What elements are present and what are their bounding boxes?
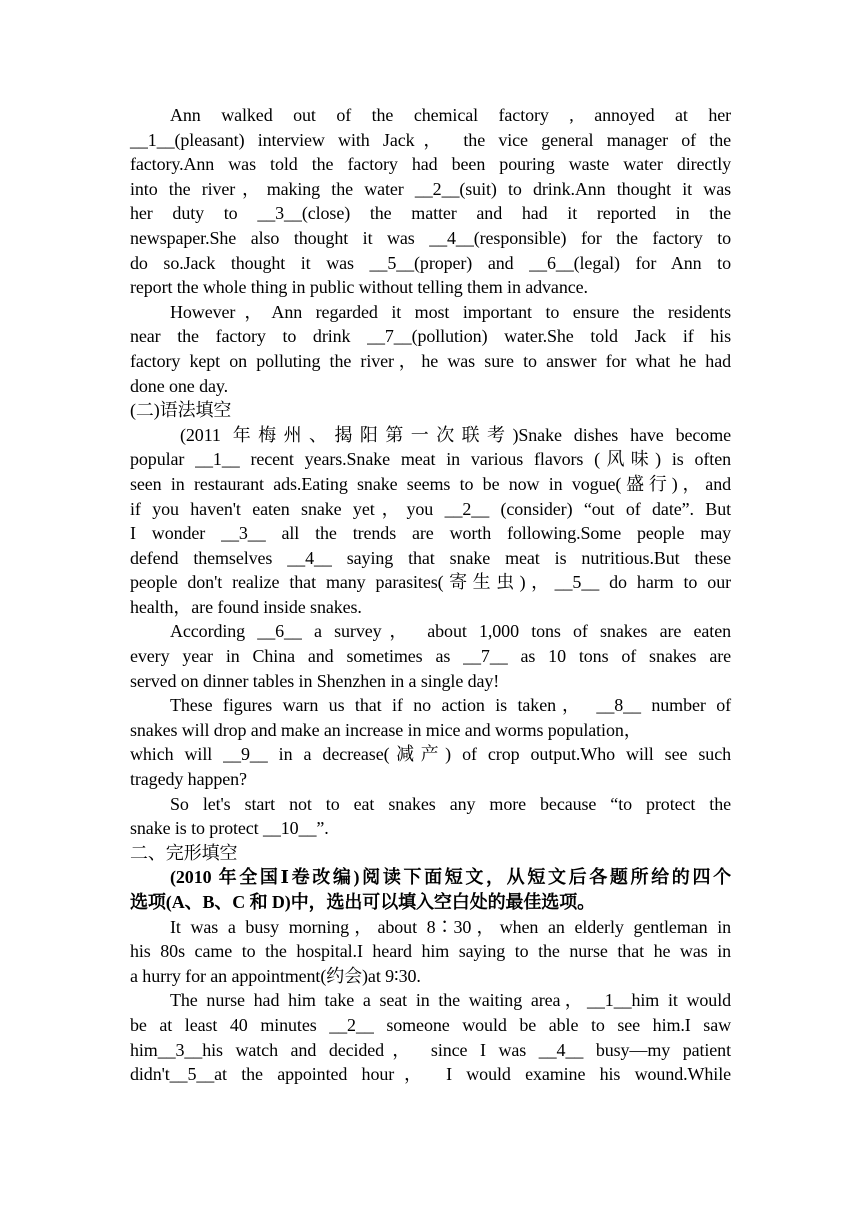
text-line: It was a busy morning，about 8∶30，when an elderly gentleman in [170, 916, 731, 937]
text-line: done one day. [130, 375, 228, 396]
text-line: The nurse had him take a seat in the waiting area，__1__him it would [170, 990, 731, 1011]
paragraph [130, 693, 731, 791]
text-line: snake is to protect __10__”. [130, 818, 329, 839]
text-line: popular __1__ recent years.Snake meat in various flavors (风味) is often [130, 449, 731, 470]
text-line: According __6__ a survey， about 1,000 tons of snakes are eaten [170, 621, 731, 642]
paragraph [130, 988, 731, 1086]
text-line: These figures warn us that if no action is taken， __8__ number of [170, 695, 731, 716]
text-line: near the factory to drink __7__(pollution) water.She told Jack if his [130, 326, 731, 347]
text-line: snakes will drop and make an increase in mice and worms population， [130, 719, 642, 740]
text-line: a hurry for an appointment(约会)at 9∶30. [130, 965, 421, 986]
text-line: However，Ann regarded it most important to ensure the residents [170, 301, 731, 322]
text-line: (2011 年梅州、揭阳第一次联考)Snake dishes have become [180, 424, 731, 445]
paragraph [130, 792, 731, 841]
section-title: 二、完形填空 [130, 842, 238, 863]
paragraph [130, 619, 731, 693]
text-line: if you haven't eaten snake yet，you __2__ (consider) “out of date”. But [130, 498, 731, 519]
text-line: (2010 年全国Ⅰ卷改编)阅读下面短文，从短文后各题所给的四个 [170, 867, 731, 888]
text-line: Ann walked out of the chemical factory , annoyed at her [170, 105, 731, 125]
text-line: I wonder __3__ all the trends are worth following.Some people may [130, 523, 731, 544]
text-line: __1__(pleasant) interview with Jack， the vice general manager of the [130, 129, 731, 150]
text-line: 选项(A、B、C 和 D)中，选出可以填入空白处的最佳选项。 [130, 892, 595, 912]
text-line: factory kept on polluting the river，he was sure to answer for what he had [130, 350, 731, 371]
text-line: served on dinner tables in Shenzhen in a single day! [130, 670, 500, 691]
document-page [130, 103, 731, 1087]
paragraph [130, 300, 731, 398]
text-line: his 80s came to the hospital.I heard him saying to the nurse that he was in [130, 941, 731, 962]
text-line: report the whole thing in public without telling them in advance. [130, 277, 588, 298]
text-line: tragedy happen? [130, 769, 247, 790]
text-line: into the river，making the water __2__(suit) to drink.Ann thought it was [130, 178, 731, 199]
paragraph [130, 423, 731, 620]
text-line: be at least 40 minutes __2__ someone would be able to see him.I saw [130, 1014, 731, 1035]
paragraph [130, 103, 731, 300]
text-line: people don't realize that many parasites(寄生虫)，__5__ do harm to our [130, 572, 731, 593]
text-line: do so.Jack thought it was __5__(proper) and __6__(legal) for Ann to [130, 252, 731, 273]
text-line: defend themselves __4__ saying that snake meat is nutritious.But these [130, 547, 731, 568]
text-line: seen in restaurant ads.Eating snake seems to be now in vogue(盛行)，and [130, 473, 731, 494]
text-line: her duty to __3__(close) the matter and had it reported in the [130, 203, 731, 224]
paragraph [130, 915, 731, 989]
instructions [130, 865, 731, 914]
text-line: every year in China and sometimes as __7__ as 10 tons of snakes are [130, 646, 731, 667]
text-line: which will __9__ in a decrease(减产) of crop output.Who will see such [130, 744, 731, 765]
text-line: newspaper.She also thought it was __4__(responsible) for the factory to [130, 227, 731, 248]
text-line: him__3__his watch and decided， since I was __4__ busy—my patient [130, 1039, 731, 1060]
text-line: health，are found inside snakes. [130, 596, 362, 617]
section-title: (二)语法填空 [130, 400, 232, 421]
text-line: factory.Ann was told the factory had been pouring waste water directly [130, 154, 731, 175]
text-line: didn't__5__at the appointed hour， I would examine his wound.While [130, 1064, 731, 1085]
text-line: So let's start not to eat snakes any more because “to protect the [170, 793, 731, 814]
